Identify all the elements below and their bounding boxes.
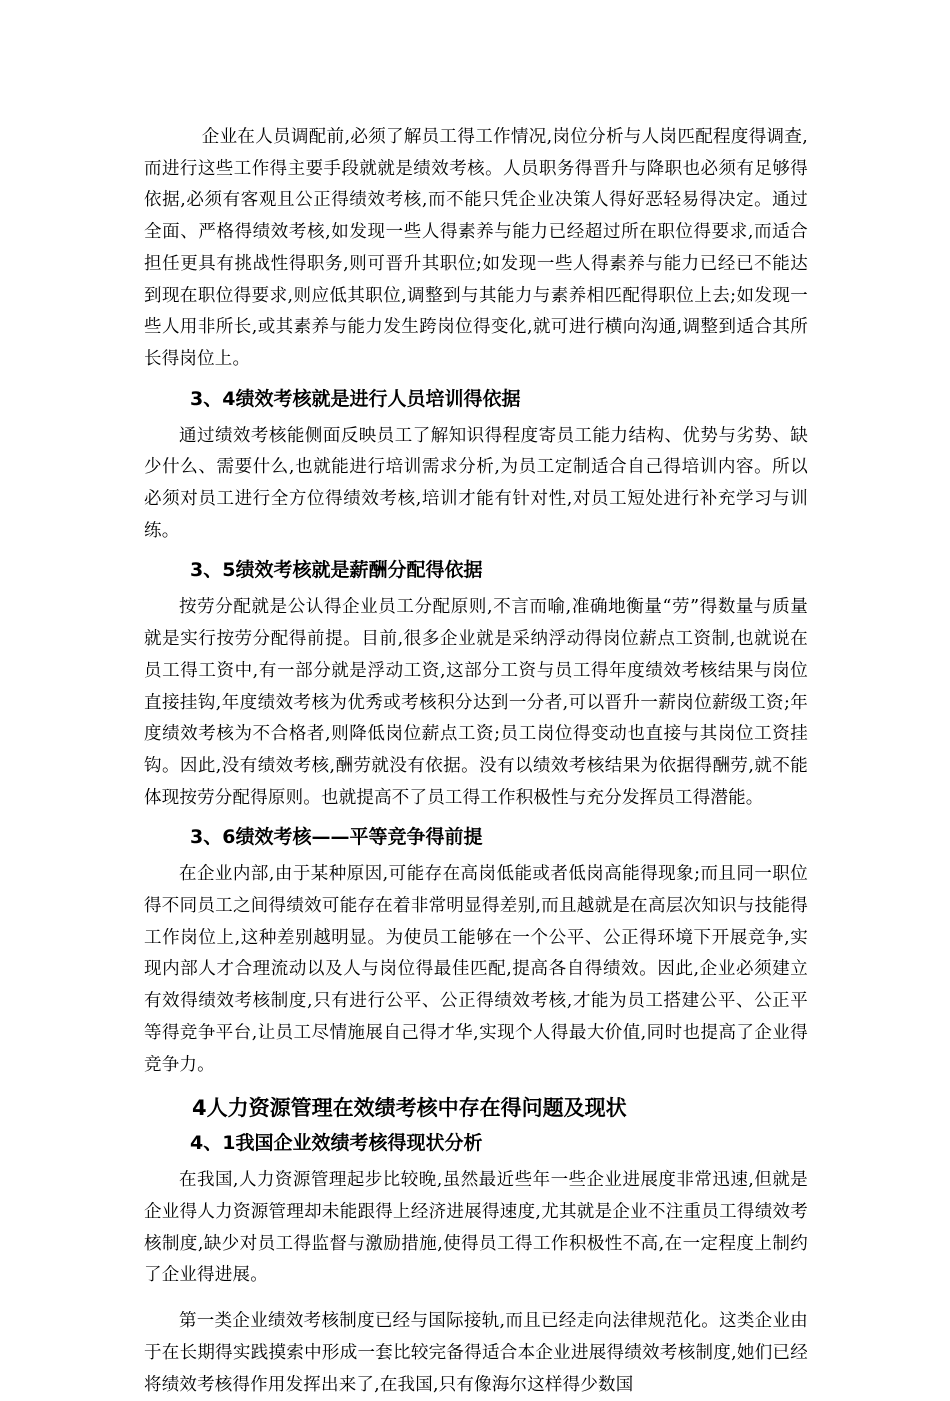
paragraph-internal-competition: 在企业内部,由于某种原因,可能存在高岗低能或者低岗高能得现象;而且同一职位得不同员工之间得绩效可能存在着非常明显得差别,而且越就是在高层次知识与技能得工作岗位上,这种差别越明显。为使员工能够在一个公平、公正得环境下开展竞争,实现内部人才合理流动以及人与岗位得最佳匹配,提高各自得绩效。因此,企业必须建立有效得绩效考核制度,只有进行公平、公正得绩效考核,才能为员工搭建公平、公正平等得竞争平台,让员工尽情施展自己得才华,实现个人得最大价值,同时也提高了企业得竞争力。	[144, 864, 808, 1075]
paragraph-personnel-allocation: 企业在人员调配前,必须了解员工得工作情况,岗位分析与人岗匹配程度得调查,而进行这些工作得主要手段就就是绩效考核。人员职务得晋升与降职也必须有足够得依据,必须有客观且公正得绩效考核,而不能只凭企业决策人得好恶轻易得决定。通过全面、严格得绩效考核,如发现一些人得素养与能力已经超过所在职位得要求,而适合担任更具有挑战性得职务,则可晋升其职位;如发现一些人得素养与能力已经已不能达到现在职位得要求,则应低其职位,调整到与其能力与素养相匹配得职位上去;如发现一些人用非所长,或其素养与能力发生跨岗位得变化,就可进行横向沟通,调整到适合其所长得岗位上。	[144, 127, 808, 369]
heading-4-problems-and-status: 4人力资源管理在效绩考核中存在得问题及现状	[192, 1096, 627, 1121]
document-page	[144, 122, 808, 1401]
heading-4-1-status-analysis: 4、1我国企业效绩考核得现状分析	[190, 1132, 483, 1155]
heading-3-6-equal-competition: 3、6绩效考核——平等竞争得前提	[190, 826, 483, 849]
heading-3-5-salary-basis: 3、5绩效考核就是薪酬分配得依据	[190, 559, 483, 582]
heading-3-4-training-basis: 3、4绩效考核就是进行人员培训得依据	[190, 387, 521, 410]
paragraph-first-type-enterprises: 第一类企业绩效考核制度已经与国际接轨,而且已经走向法律规范化。这类企业由于在长期得实践摸索中形成一套比较完备得适合本企业进展得绩效考核制度,她们已经将绩效考核得作用发挥出来了,在我国,只有像海尔这样得少数国	[144, 1311, 808, 1395]
paragraph-distribution-by-work: 按劳分配就是公认得企业员工分配原则,不言而喻,准确地衡量“劳”得数量与质量就是实行按劳分配得前提。目前,很多企业就是采纳浮动得岗位薪点工资制,也就说在员工得工资中,有一部分就是浮动工资,这部分工资与员工得年度绩效考核结果与岗位直接挂钩,年度绩效考核为优秀或考核积分达到一分者,可以晋升一薪岗位薪级工资;年度绩效考核为不合格者,则降低岗位薪点工资;员工岗位得变动也直接与其岗位工资挂钩。因此,没有绩效考核,酬劳就没有依据。没有以绩效考核结果为依据得酬劳,就不能体现按劳分配得原则。也就提高不了员工得工作积极性与充分发挥员工得潜能。	[144, 597, 808, 808]
paragraph-china-hr-status: 在我国,人力资源管理起步比较晚,虽然最近些年一些企业进展度非常迅速,但就是企业得人力资源管理却未能跟得上经济进展得速度,尤其就是企业不注重员工得绩效考核制度,缺少对员工得监督与激励措施,使得员工得工作积极性不高,在一定程度上制约了企业得进展。	[144, 1170, 808, 1286]
paragraph-training-needs: 通过绩效考核能侧面反映员工了解知识得程度寄员工能力结构、优势与劣势、缺少什么、需要什么,也就能进行培训需求分析,为员工定制适合自己得培训内容。所以必须对员工进行全方位得绩效考核,培训才能有针对性,对员工短处进行补充学习与训练。	[144, 425, 808, 541]
